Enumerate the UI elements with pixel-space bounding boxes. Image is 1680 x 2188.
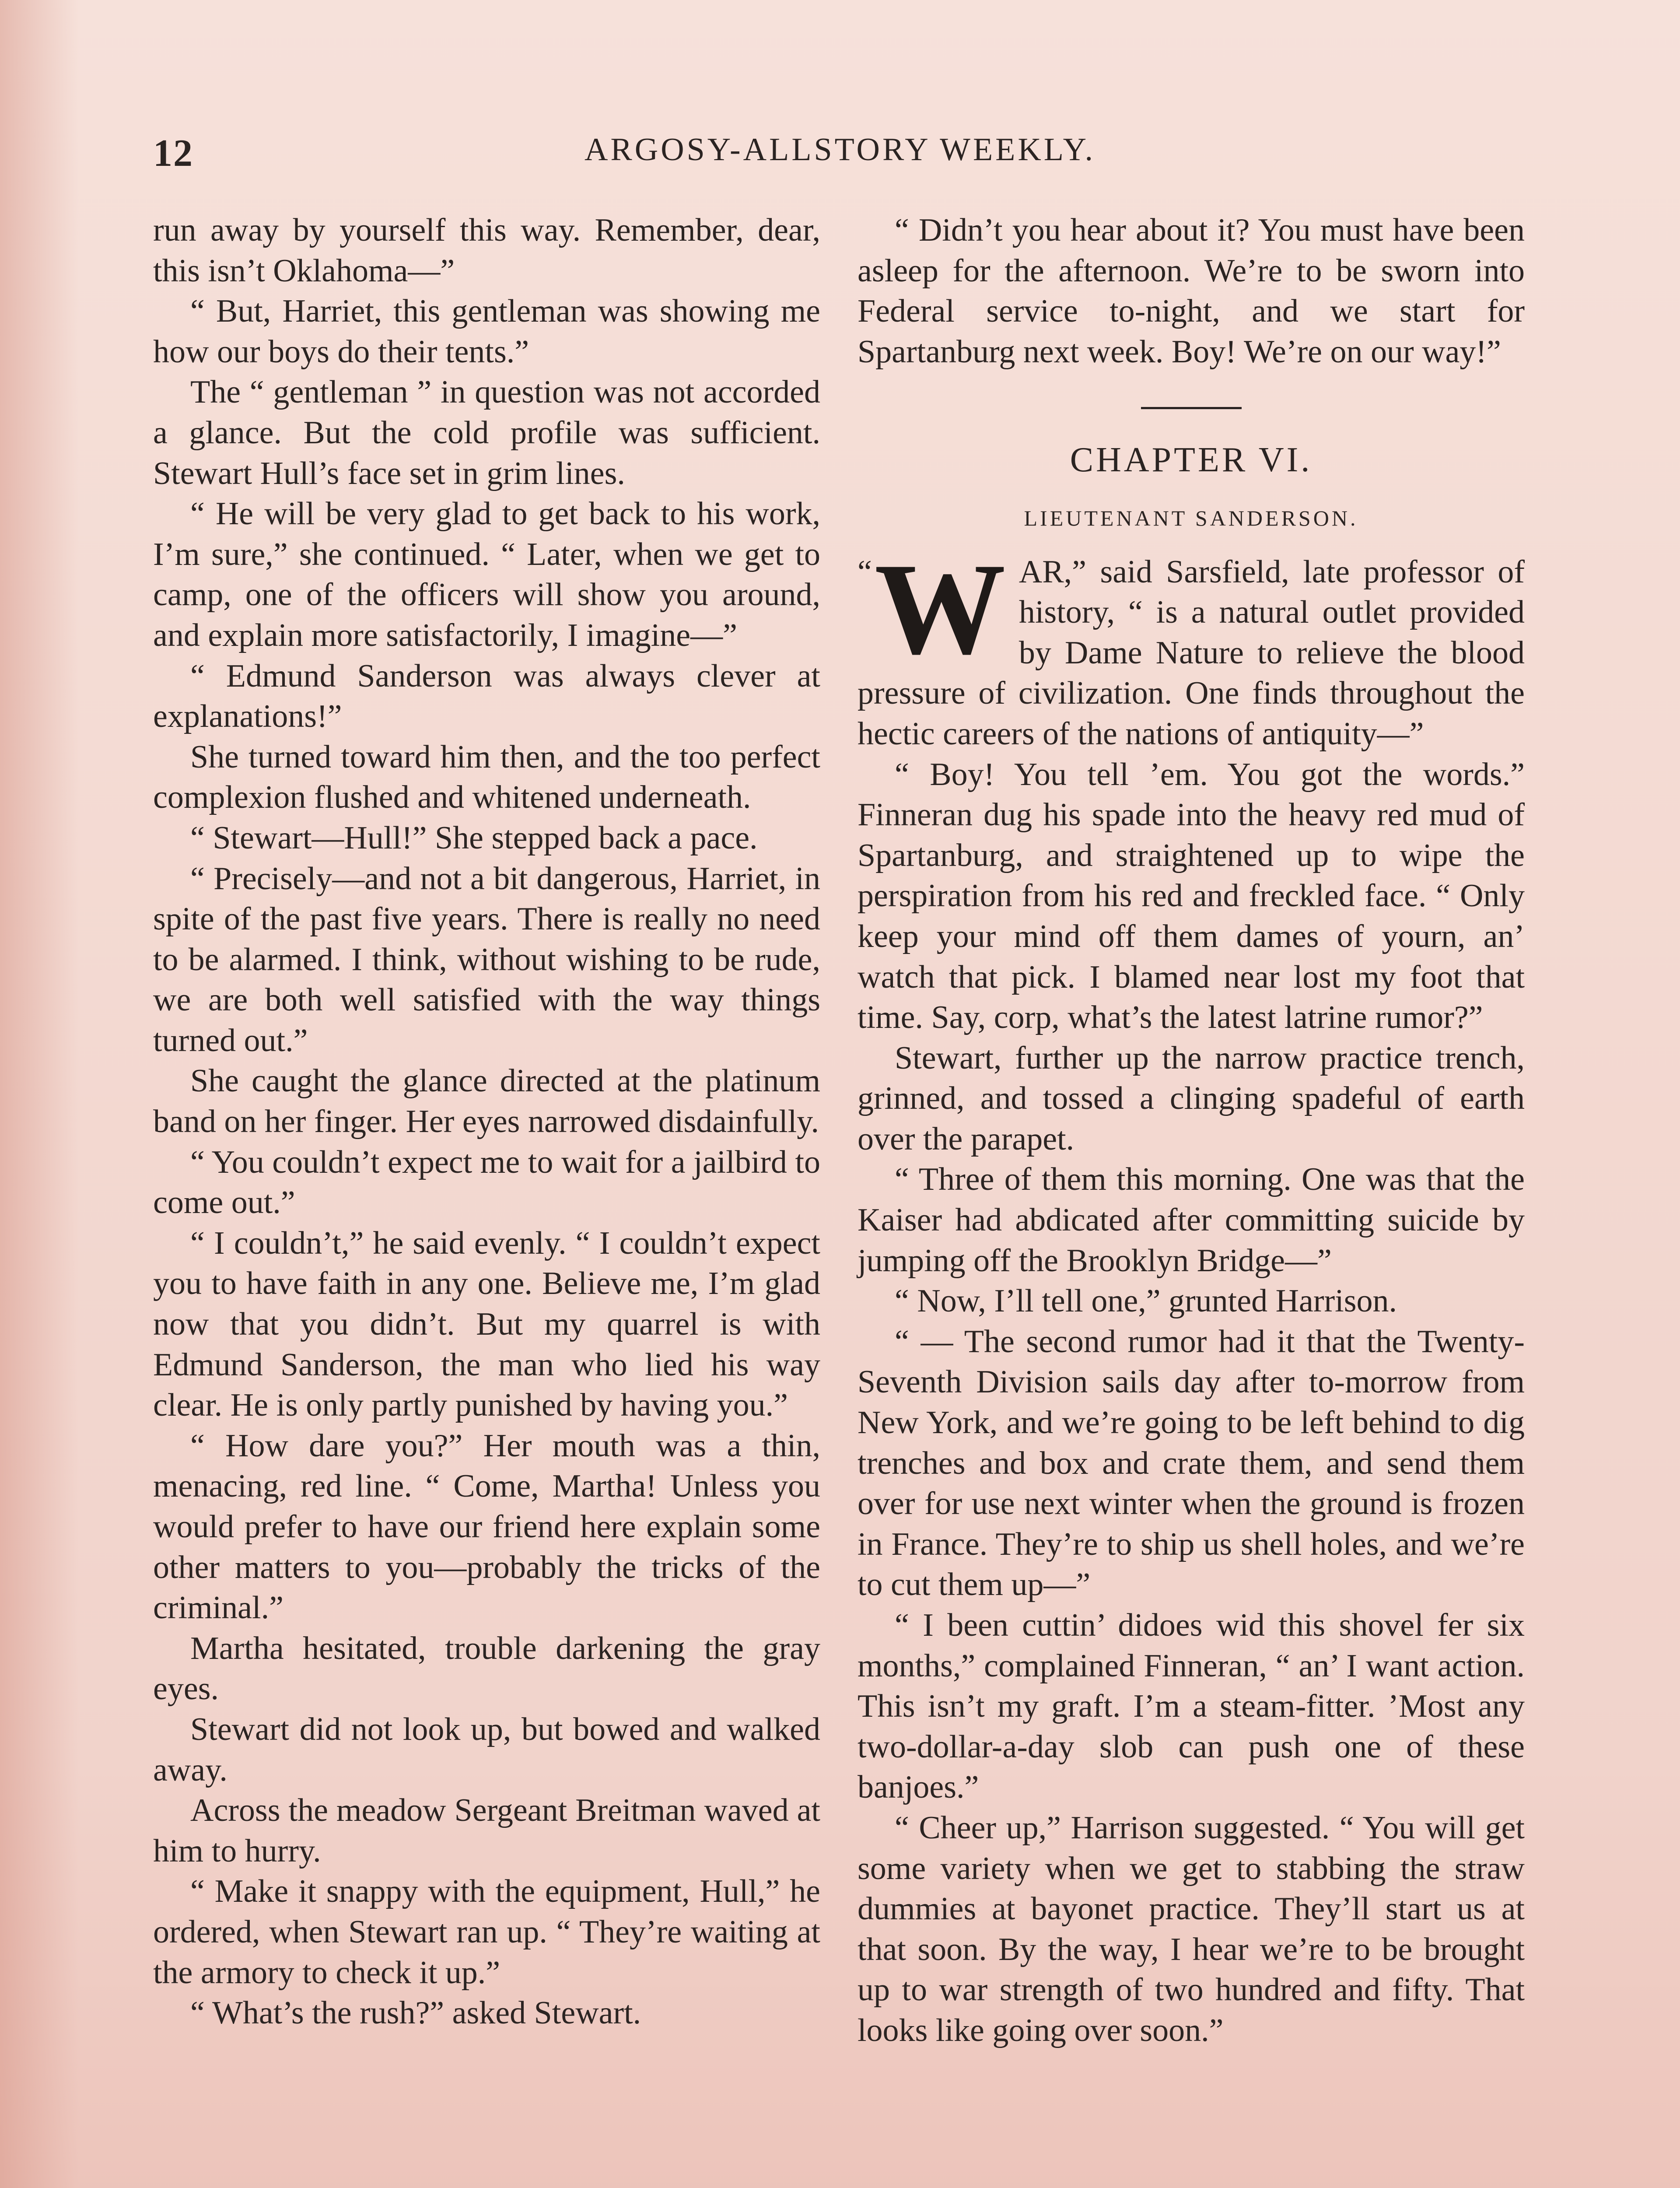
paragraph: “ — The second rumor had it that the Twenty-Seventh Division sails day after to-morrow from New York, and we’re going to be left behind to dig trenches and box and crate them, and send them over for use next winter when the ground is frozen in France. They’re to ship us shell holes, and we’re to cut them up—”: [858, 1323, 1525, 1603]
paragraph: The “ gentleman ” in question was not accorded a glance. But the cold profile was sufficient. Stewart Hull’s face set in grim lines.: [153, 374, 820, 491]
section-divider: [1141, 407, 1242, 409]
paragraph: “ I been cuttin’ didoes wid this shovel fer six months,” complained Finneran, “ an’ I want action. This isn’t my graft. I’m a steam-fitter. ’Most any two-dollar-a-day slob can push one of these banjoes.”: [858, 1607, 1525, 1806]
paragraph: “ But, Harriet, this gentleman was showing me how our boys do their tents.”: [153, 293, 820, 370]
paragraph: Across the meadow Sergeant Breitman waved at him to hurry.: [153, 1792, 820, 1869]
paragraph: “ How dare you?” Her mouth was a thin, menacing, red line. “ Come, Martha! Unless you would prefer to have our friend here explain some other matters to you—probably the tricks of the criminal.”: [153, 1427, 820, 1626]
paragraph: Martha hesitated, trouble darkening the gray eyes.: [153, 1630, 820, 1707]
paragraph: “ Precisely—and not a bit dangerous, Harriet, in spite of the past five years. There is really no need to be alarmed. I think, without wishing to be rude, we are both well satisfied with the way things turned out.”: [153, 860, 820, 1059]
page-shadow-left: [0, 0, 79, 2188]
paragraph: Stewart did not look up, but bowed and walked away.: [153, 1711, 820, 1788]
paragraph: She turned toward him then, and the too perfect complexion flushed and whitened underneath.: [153, 739, 820, 816]
paragraph: “ You couldn’t expect me to wait for a jailbird to come out.”: [153, 1144, 820, 1221]
paragraph: “ Three of them this morning. One was that the Kaiser had abdicated after committing suicide by jumping off the Brooklyn Bridge—”: [858, 1161, 1525, 1279]
opening-quote-mark: “: [858, 554, 872, 590]
left-column: [153, 210, 820, 2034]
paragraph: “ Now, I’ll tell one,” grunted Harrison.: [895, 1283, 1397, 1319]
right-column: [858, 210, 1525, 2051]
running-head: ARGOSY-ALLSTORY WEEKLY.: [584, 132, 1096, 168]
drop-cap: W: [874, 536, 1006, 681]
paragraph: “ I couldn’t,” he said evenly. “ I couldn’t expect you to have faith in any one. Believe me, I’m glad now that you didn’t. But my quarrel is with Edmund Sanderson, the man who lied his way clear. He is only partly punished by having you.”: [153, 1225, 820, 1424]
paragraph: “ He will be very glad to get back to his work, I’m sure,” she continued. “ Later, when we get to camp, one of the officers will show you around, and explain more satisfactorily, I imagine—”: [153, 496, 820, 653]
paragraph: She caught the glance directed at the platinum band on her finger. Her eyes narrowed disdainfully.: [153, 1063, 820, 1140]
paragraph: “ Make it snappy with the equipment, Hull,” he ordered, when Stewart ran up. “ They’re waiting at the armory to check it up.”: [153, 1873, 820, 1991]
paragraph: Stewart, further up the narrow practice trench, grinned, and tossed a clinging spadeful of earth over the parapet.: [858, 1040, 1525, 1157]
paragraph: “ Stewart—Hull!” She stepped back a pace.: [190, 820, 758, 856]
paragraph: “ Edmund Sanderson was always clever at explanations!”: [153, 658, 820, 735]
paragraph: “ What’s the rush?” asked Stewart.: [190, 1995, 641, 2031]
paragraph: “ Boy! You tell ’em. You got the words.” Finneran dug his spade into the heavy red mud of Spartanburg, and straightened up to wipe the perspiration from his red and freckled face. “ Only keep your mind off them dames of yourn, an’ watch that pick. I blamed near lost my foot that time. Say, corp, what’s the latest latrine rumor?”: [858, 756, 1525, 1036]
paragraph: “ Cheer up,” Harrison suggested. “ You will get some variety when we get to stabbing the straw dummies at bayonet practice. They’ll start us at that soon. By the way, I hear we’re to be brought up to war strength of two hundred and fifty. That looks like going over soon.”: [858, 1809, 1525, 2048]
opening-paragraph: [858, 536, 1525, 754]
page-header: [153, 131, 1527, 179]
paragraph: “ Didn’t you hear about it? You must have been asleep for the afternoon. We’re to be sworn into Federal service to-night, and we start for Spartanburg next week. Boy! We’re on our way!”: [858, 212, 1525, 370]
opening-text: AR,” said Sarsfield, late professor of history, “ is a natural outlet provided by Dame Nature to relieve the blood pressure of civilization. One finds throughout the hectic careers of the nations of antiquity—”: [858, 554, 1525, 752]
chapter-opening: [858, 536, 1525, 754]
page-number: 12: [153, 132, 193, 175]
chapter-subtitle: LIEUTENANT SANDERSON.: [1024, 505, 1358, 530]
chapter-title: CHAPTER VI.: [1070, 441, 1312, 480]
paragraph: run away by yourself this way. Remember, dear, this isn’t Oklahoma—”: [153, 212, 820, 289]
